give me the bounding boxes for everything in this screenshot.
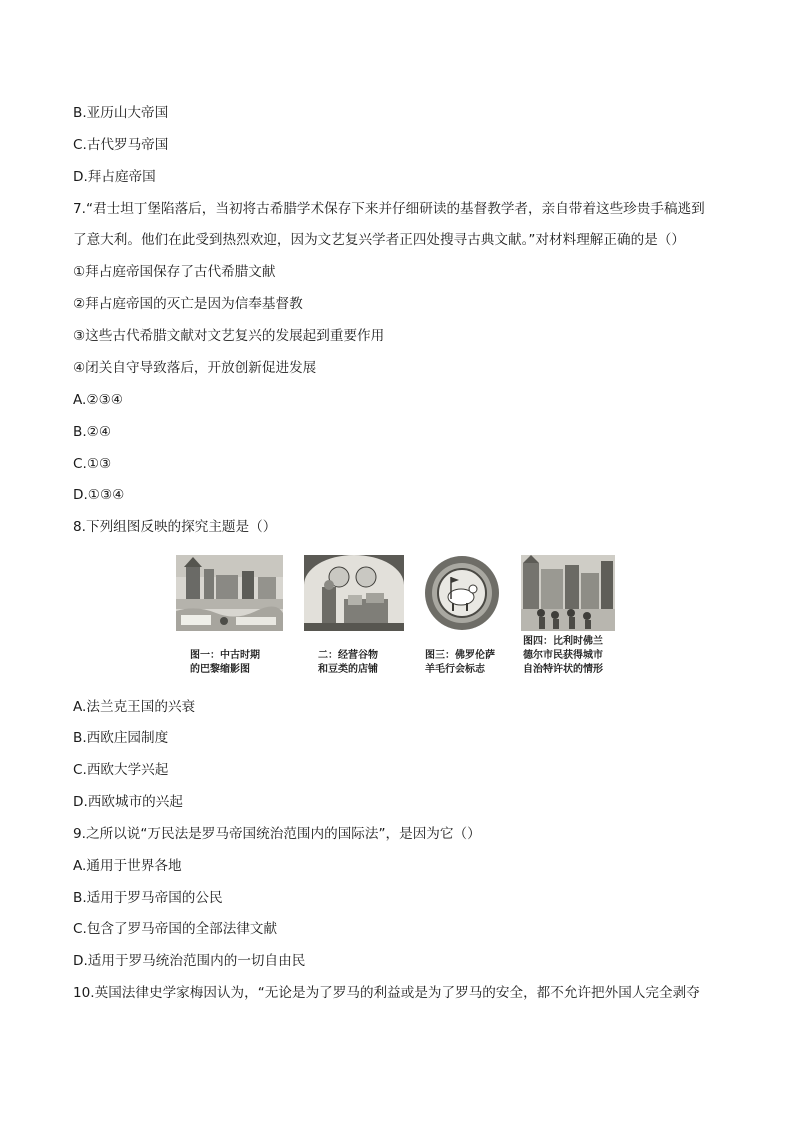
option-c-q8: C.西欧大学兴起 xyxy=(73,762,169,778)
option-a-q7: A.②③④ xyxy=(73,392,123,408)
figure-2-caption: 二：经营谷物 和豆类的店铺 xyxy=(318,650,378,675)
question-8: 8.下列组图反映的探究主题是（） xyxy=(73,519,277,535)
option-d-q7: D.①③④ xyxy=(73,487,125,503)
question-10-line-1: 10.英国法律史学家梅因认为，“无论是为了罗马的利益或是为了罗马的安全，都不允许把外国人完全剥夺 xyxy=(73,985,700,1001)
option-a-q9: A.通用于世界各地 xyxy=(73,858,182,874)
figure-3-caption: 图三：佛罗伦萨 羊毛行会标志 xyxy=(425,650,495,675)
question-9: 9.之所以说“万民法是罗马帝国统治范围内的国际法”，是因为它（） xyxy=(73,826,481,842)
figure-1-paris-image xyxy=(176,555,283,631)
option-a-q8: A.法兰克王国的兴衰 xyxy=(73,699,196,715)
statement-3: ③这些古代希腊文献对文艺复兴的发展起到重要作用 xyxy=(73,328,385,344)
option-b-q8: B.西欧庄园制度 xyxy=(73,730,169,746)
statement-4: ④闭关自守导致落后，开放创新促进发展 xyxy=(73,360,317,376)
question-8-figures xyxy=(0,555,794,680)
figure-1-caption: 图一：中古时期 的巴黎缩影图 xyxy=(190,650,260,675)
option-d-q6: D.拜占庭帝国 xyxy=(73,169,156,185)
option-c-q9: C.包含了罗马帝国的全部法律文献 xyxy=(73,921,278,937)
question-7-line-1: 7.“君士坦丁堡陷落后，当初将古希腊学术保存下来并仔细研读的基督教学者，亲自带着这些珍贵手稿逃到 xyxy=(73,201,705,217)
figure-3-guild-emblem-image xyxy=(423,555,501,631)
figure-2-shop-image xyxy=(304,555,404,631)
option-d-q8: D.西欧城市的兴起 xyxy=(73,794,183,810)
option-b-q9: B.适用于罗马帝国的公民 xyxy=(73,890,223,906)
figure-4-charter-image xyxy=(521,555,615,631)
option-b-q7: B.②④ xyxy=(73,424,112,440)
option-d-q9: D.适用于罗马统治范围内的一切自由民 xyxy=(73,953,306,969)
option-c-q7: C.①③ xyxy=(73,456,112,472)
statement-1: ①拜占庭帝国保存了古代希腊文献 xyxy=(73,264,276,280)
statement-2: ②拜占庭帝国的灭亡是因为信奉基督教 xyxy=(73,296,303,312)
option-c-q6: C.古代罗马帝国 xyxy=(73,137,169,153)
option-b-q6: B.亚历山大帝国 xyxy=(73,105,169,121)
question-7-line-2: 了意大利。他们在此受到热烈欢迎，因为文艺复兴学者正四处搜寻古典文献。”对材料理解正确的是（） xyxy=(73,232,685,248)
figure-4-caption: 图四：比利时佛兰 德尔市民获得城市 自治特许状的情形 xyxy=(523,636,603,675)
